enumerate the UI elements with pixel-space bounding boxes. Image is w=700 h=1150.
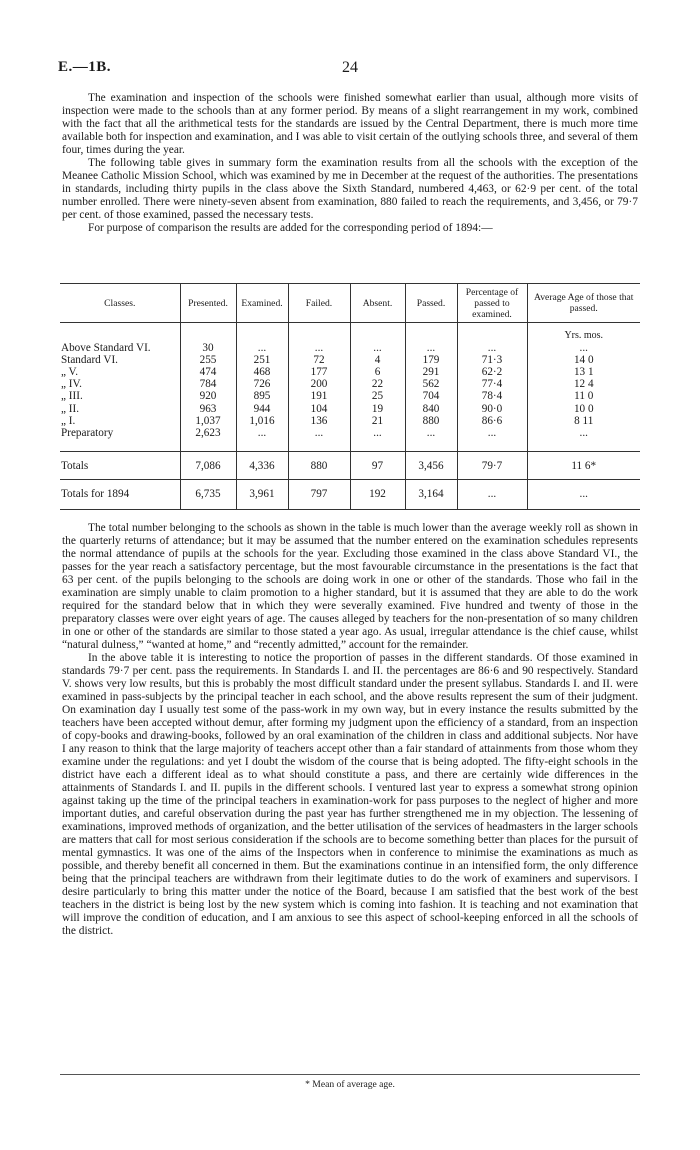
table-cell: ...	[405, 427, 457, 439]
table-cell: 1,016	[236, 415, 288, 427]
table-row	[60, 342, 640, 354]
table-header-row	[60, 284, 640, 323]
table-cell: 79·7	[457, 451, 527, 479]
column-header: Presented.	[180, 284, 236, 323]
paragraph: The total number belonging to the schools as shown in the table is much lower than the average weekly roll as shown in the quarterly returns of attendance; but it may be assumed that the number entered on the examination schedules represents the normal attendance of pupils at the schools for the year. Excluding those examined in the class above Standard VI., the passes for the year reach a satisfactory percentage, but the most favourable circumstance in the presentations is the fact that 63 per cent. of the pupils belonging to the schools are doing work in one or other of the standards. Those who fail in the examination are simply unable to claim promotion to a higher standard, but it is assumed that they are able to do the work required for the standard below that in which they were severally examined. Five hundred and twenty of those in the preparatory classes were over eight years of age. The causes alleged by teachers for the non-presentation of so many children in one or other of the standards are similar to those stated a year ago. As usual, irregular attendance is the chief cause, whilst “natural dulness,” “wanted at home,” and “recently admitted,” account for the remainder.	[62, 522, 638, 652]
table-cell: 77·4	[457, 378, 527, 390]
totals-row	[60, 451, 640, 479]
table-cell: 7,086	[180, 451, 236, 479]
table-row	[60, 366, 640, 378]
table-cell: 71·3	[457, 354, 527, 366]
table-cell: ...	[350, 427, 405, 439]
intro-text	[62, 92, 638, 236]
table-cell: 291	[405, 366, 457, 378]
table-cell: 177	[288, 366, 350, 378]
class-label-cell: „ V.	[61, 366, 78, 379]
table-cell: ...	[527, 479, 640, 509]
table-cell: 784	[180, 378, 236, 390]
footnote-divider	[60, 1074, 640, 1075]
table-cell: ...	[457, 479, 527, 509]
table-cell: ...	[405, 342, 457, 354]
paragraph: In the above table it is interesting to notice the proportion of passes in the different standards. Of those examined in standards 79·7 per cent. pass the requirements. In Standards I. and II. the percentages are 86·6 and 90 respectively. Standard V. shows very low results, but this is probably the most difficult standard under the present syllabus. Standards I. and II. were examined in pass-subjects by the principal teacher in each school, and the above results represent the sum of their judgment. On examination day I usually test some of the pass-work in my own way, but in every instance the results submitted by the teachers have been accepted without demur, after forming my judgment upon the efficiency of a standard, from an inspection of copy-books and drawing-books, followed by an oral examination of the children in class and additional subjects. Nor have I any reason to think that the large majority of teachers accept other than a fair standard of attainments from those whom they examine under the regulations: and yet I doubt the wisdom of the course that is being adopted. The fifty-eight schools in the district have each a different ideal as to what should constitute a pass, and there are certainly wide differences in the attainments of Standards I. and II. pupils in the different schools. I ventured last year to express a somewhat strong opinion against taking up the time of the principal teachers in examination-work for pass purposes to the neglect of higher and more important duties, and careful observation during the past year has further strengthened me in my objection. The lessening of examinations, improved methods of organization, and the better utilisation of the services of headmasters in the larger schools are matters that call for most serious consideration if the schools are to become something better than places for the pursuit of mental gymnastics. It was one of the aims of the Inspectors when in conference to minimise the examinations as much as possible, and thereby benefit all concerned in them. But the examinations continue in an intensified form, the only difference being that the principal teachers are withdrawn from their legitimate duties to do the work of examiners and supervisors. I desire particularly to bring this matter under the notice of the Board, because I am satisfied that the best work of the best teachers in the district is being lost by the new system which is coming into fashion. It is teaching and not examination that will improve the condition of education, and I am anxious to see this aspect of school-keeping enforced in all the schools of the district.	[62, 652, 638, 938]
table-row	[60, 378, 640, 390]
table-cell: 4	[350, 354, 405, 366]
column-header: Percentage of passed to examined.	[457, 284, 527, 323]
table-cell: 797	[288, 479, 350, 509]
table-cell: 880	[405, 415, 457, 427]
table-cell: 880	[288, 451, 350, 479]
table-cell: 30	[180, 342, 236, 354]
table-cell: 97	[350, 451, 405, 479]
table-cell: 136	[288, 415, 350, 427]
table-cell: 840	[405, 403, 457, 415]
document-code: E.—1B.	[58, 59, 112, 75]
table-cell: 11 6*	[527, 451, 640, 479]
table-cell: 251	[236, 354, 288, 366]
table-cell: 255	[180, 354, 236, 366]
table-cell: 21	[350, 415, 405, 427]
table-cell: 192	[350, 479, 405, 509]
class-label-cell: Totals	[60, 451, 180, 479]
table-cell: ...	[288, 342, 350, 354]
table-cell: 62·2	[457, 366, 527, 378]
spacer-row	[60, 439, 640, 452]
table-cell: 72	[288, 354, 350, 366]
table-cell: 3,961	[236, 479, 288, 509]
units-row	[60, 323, 640, 343]
table-cell: ...	[527, 427, 640, 439]
table-row	[60, 415, 640, 427]
table-cell: 3,456	[405, 451, 457, 479]
table-cell: ...	[236, 427, 288, 439]
column-header: Average Age of those that passed.	[527, 284, 640, 323]
table-cell: 104	[288, 403, 350, 415]
paragraph: The following table gives in summary form the examination results from all the schools with the exception of the Meanee Catholic Mission School, which was examined by me in December at the request of the authorities. The presentations in standards, including thirty pupils in the class above the Sixth Standard, numbered 4,463, or 62·9 per cent. of the total number enrolled. There were ninety-seven absent from examination, 880 failed to reach the requirements, and 3,456, or 79·7 per cent. of those examined, passed the necessary tests.	[62, 157, 638, 222]
table-cell: 6	[350, 366, 405, 378]
table-cell: ...	[457, 342, 527, 354]
table-cell: 13 1	[527, 366, 640, 378]
table-cell: ...	[527, 342, 640, 354]
paragraph: For purpose of comparison the results are added for the corresponding period of 1894:—	[88, 222, 493, 235]
column-header: Classes.	[60, 284, 180, 323]
table-cell: 4,336	[236, 451, 288, 479]
table-row	[60, 354, 640, 366]
table-cell: 963	[180, 403, 236, 415]
table-cell: 2,623	[180, 427, 236, 439]
table-cell: 86·6	[457, 415, 527, 427]
footnote: * Mean of average age.	[305, 1079, 395, 1090]
table-cell: 191	[288, 390, 350, 402]
column-header: Passed.	[405, 284, 457, 323]
table-cell: 562	[405, 378, 457, 390]
table-row	[60, 403, 640, 415]
table-cell: 14 0	[527, 354, 640, 366]
table-cell: 468	[236, 366, 288, 378]
paragraph: The examination and inspection of the schools were finished somewhat earlier than usual, although more visits of inspection were made to the schools than at any former period. By means of a slight rearrangement in my work, combined with the fact that all the arithmetical tests for the standards are issued by the Central Department, there is much more time available both for inspection and examination, and I was able to visit certain of the outlying schools three, and several of them four, times during the year.	[62, 92, 638, 157]
class-label-cell: Standard VI.	[61, 354, 118, 367]
class-label-cell: Above Standard VI.	[61, 342, 151, 355]
table-row	[60, 390, 640, 402]
table-cell: 944	[236, 403, 288, 415]
table-cell: ...	[236, 342, 288, 354]
column-header: Examined.	[236, 284, 288, 323]
class-label-cell: Totals for 1894	[60, 479, 180, 509]
table-cell: 22	[350, 378, 405, 390]
totals-1894-row	[60, 479, 640, 509]
table-cell: 920	[180, 390, 236, 402]
class-label-cell: Preparatory	[61, 426, 114, 439]
table-cell: 179	[405, 354, 457, 366]
table-cell: 1,037	[180, 415, 236, 427]
table-cell: 11 0	[527, 390, 640, 402]
table-cell: ...	[457, 427, 527, 439]
table-cell: 19	[350, 403, 405, 415]
page-number: 24	[342, 59, 358, 76]
table-cell: 726	[236, 378, 288, 390]
page-header	[58, 59, 642, 81]
table-cell: 10 0	[527, 403, 640, 415]
table-cell: 6,735	[180, 479, 236, 509]
table-cell: 3,164	[405, 479, 457, 509]
age-units: Yrs. mos.	[527, 323, 640, 343]
discussion-text	[62, 522, 638, 939]
table-cell: 200	[288, 378, 350, 390]
table-cell: 78·4	[457, 390, 527, 402]
class-label-cell: „ IV.	[61, 378, 82, 391]
class-label-cell: „ I.	[61, 414, 76, 427]
table-cell: ...	[350, 342, 405, 354]
table-cell: 8 11	[527, 415, 640, 427]
class-label-cell: „ III.	[61, 390, 83, 403]
table-row	[60, 427, 640, 439]
class-label-cell: „ II.	[61, 402, 80, 415]
table-cell: 474	[180, 366, 236, 378]
examination-results-table	[60, 283, 640, 510]
column-header: Failed.	[288, 284, 350, 323]
table-cell: 12 4	[527, 378, 640, 390]
table-cell: 704	[405, 390, 457, 402]
column-header: Absent.	[350, 284, 405, 323]
table-cell: ...	[288, 427, 350, 439]
table-cell: 25	[350, 390, 405, 402]
table-cell: 895	[236, 390, 288, 402]
table-cell: 90·0	[457, 403, 527, 415]
